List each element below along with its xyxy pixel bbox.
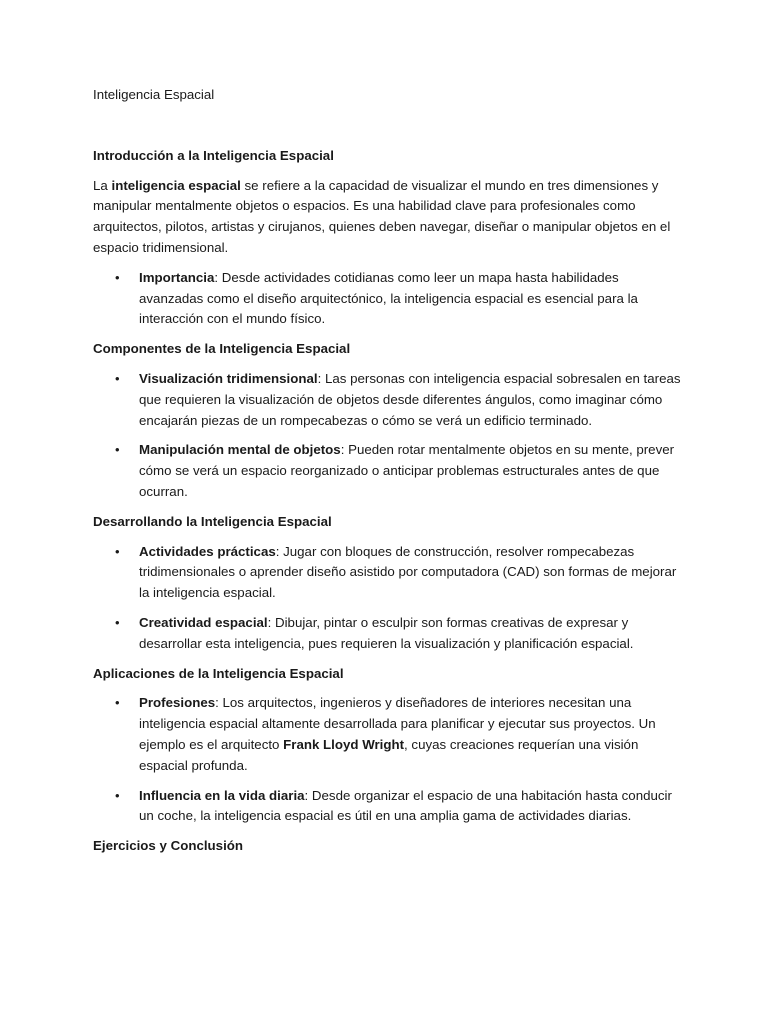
bullet-bold-name: Frank Lloyd Wright [283,736,405,752]
bullet-term: Importancia [139,269,215,285]
bullet-term: Visualización tridimensional [139,370,318,386]
bullet-text: : Dibujar, pintar o esculpir son formas creativas de expresar y desarrollar esta inteligencia, pues requieren la visualización y planificación espacial. [139,614,634,651]
section-heading: Introducción a la Inteligencia Espacial [93,147,334,163]
list-item [93,369,683,431]
section-heading: Componentes de la Inteligencia Espacial [93,341,351,357]
section-heading: Ejercicios y Conclusión [93,838,244,854]
section-heading: Aplicaciones de la Inteligencia Espacial [93,665,344,681]
bullet-icon: • [115,695,120,711]
bullet-icon: • [115,787,120,803]
list-item [93,613,683,655]
bullet-term: Actividades prácticas [139,543,276,559]
list-item [93,268,683,330]
bullet-text: : Los arquitectos, ingenieros y diseñadores de interiores necesitan una inteligencia espacial altamente desarrollada para planificar y ejecutar sus proyectos. Un ejemplo es el arquitecto [139,695,656,752]
bullet-icon: • [115,543,120,559]
list-item [93,786,683,828]
bullet-term: Profesiones [139,695,216,711]
bullet-icon: • [115,269,120,285]
bullet-term: Influencia en la vida diaria [139,787,305,803]
list-item [93,693,683,776]
bullet-term: Creatividad espacial [139,614,268,630]
bullet-text: : Las personas con inteligencia espacial sobresalen en tareas que requieren la visualización de objetos desde diferentes ángulos, como imaginar cómo encajarán piezas de un rompecabezas o cómo se verá un edificio terminado. [139,370,681,428]
bullet-text: : Desde organizar el espacio de una habitación hasta conducir un coche, la inteligencia espacial es útil en una amplia gama de actividades diarias. [139,787,672,824]
bullet-list [93,369,683,503]
paragraph-text: se refiere a la capacidad de visualizar el mundo en tres dimensiones y manipular mentalmente objetos o espacios. Es una habilidad clave para profesionales como arquitectos, pilotos, artistas y cirujanos, quienes deben navegar, diseñar o manipular objetos en el espacio tridimensional. [93,177,671,255]
paragraph-text: La [93,177,112,193]
bullet-list [93,693,683,827]
section-heading: Desarrollando la Inteligencia Espacial [93,513,332,529]
bullet-icon: • [115,614,120,630]
bullet-icon: • [115,442,120,458]
bullet-icon: • [115,370,120,386]
list-item [93,542,683,604]
bullet-term: Manipulación mental de objetos [139,442,341,458]
list-item [93,440,683,502]
bullet-list [93,542,683,655]
bullet-list [93,268,683,330]
bullet-text: : Jugar con bloques de construcción, resolver rompecabezas tridimensionales o aprender diseño asistido por computadora (CAD) son formas de mejorar la inteligencia espacial. [139,543,677,601]
bullet-text: : Desde actividades cotidianas como leer un mapa hasta habilidades avanzadas como el diseño arquitectónico, la inteligencia espacial es esencial para la interacción con el mundo físico. [139,269,638,327]
bullet-text: : Pueden rotar mentalmente objetos en su mente, prever cómo se verá un espacio reorganizado o anticipar problemas estructurales antes de que ocurran. [139,442,675,499]
intro-paragraph [93,176,683,259]
document-page [93,85,683,866]
bullet-text: , cuyas creaciones requerían una visión espacial profunda. [139,736,639,773]
paragraph-bold-term: inteligencia espacial [111,177,241,193]
document-title: Inteligencia Espacial [93,87,215,102]
